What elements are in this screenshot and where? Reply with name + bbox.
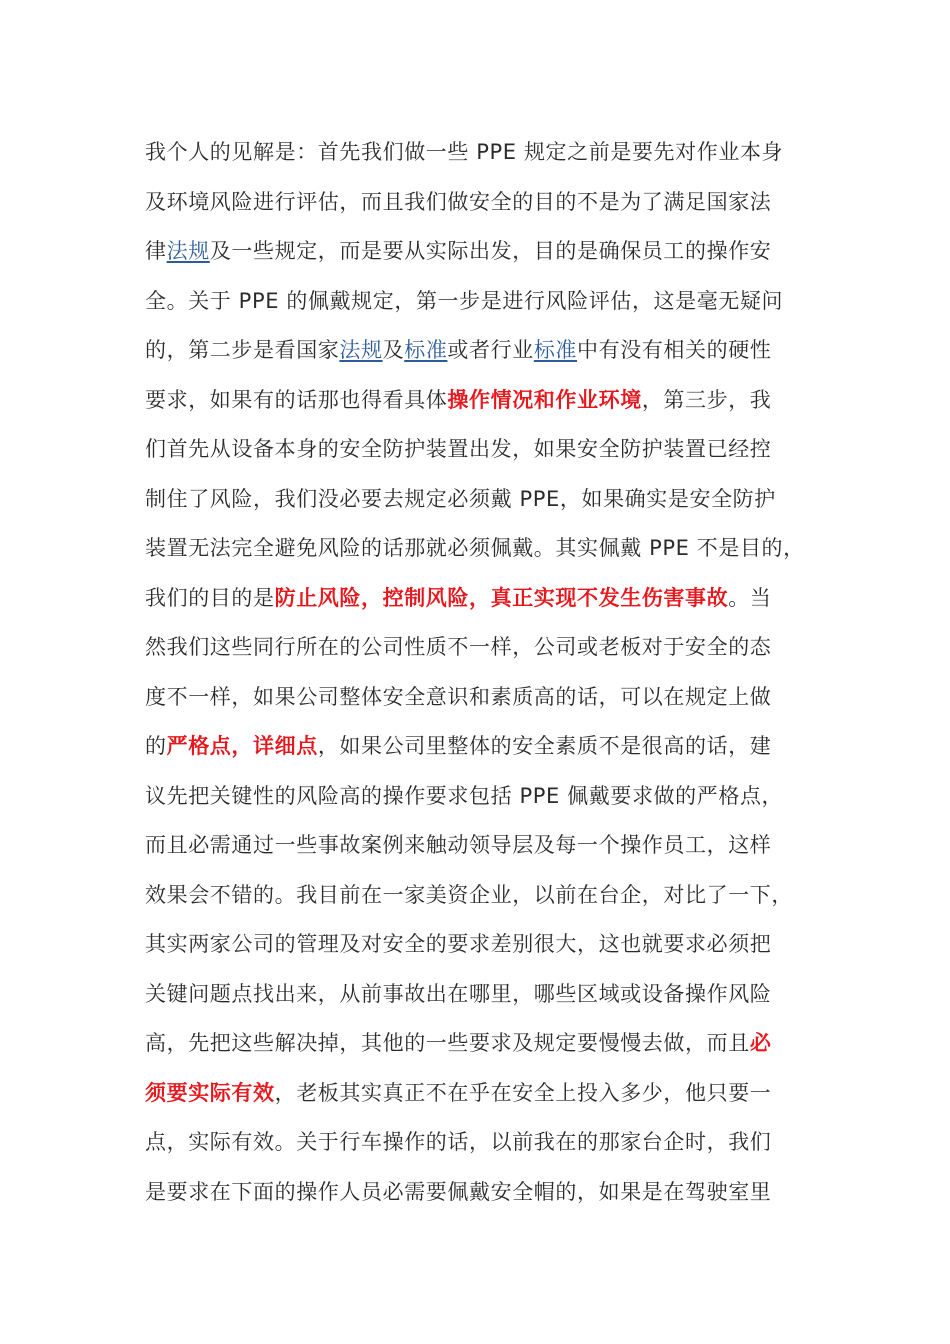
text-run: 及一些规定，而是要从实际出发，目的是确保员工的操作安 — [209, 239, 772, 263]
text-line — [145, 227, 810, 277]
text-run: 议先把关键性的风险高的操作要求包括 PPE 佩戴要求做的严格点， — [145, 783, 784, 808]
text-run: 及环境风险进行评估，而且我们做安全的目的不是为了满足国家法 — [145, 189, 772, 214]
text-run: 或者行业 — [447, 338, 534, 362]
text-run: 及 — [382, 338, 405, 362]
text-run: 。当 — [728, 585, 772, 610]
text-run: ，如果公司里整体的安全素质不是很高的话，建 — [317, 734, 772, 758]
highlighted-text: 须要实际有效 — [145, 1080, 275, 1105]
text-run: 其实两家公司的管理及对安全的要求差别很大，这也就要求必须把 — [145, 932, 772, 956]
highlighted-text: 操作情况和作业环境 — [447, 387, 642, 412]
text-run: 全。关于 PPE 的佩戴规定，第一步是进行风险评估，这是毫无疑问 — [145, 288, 784, 313]
highlighted-text: 防止风险，控制风险，真正实现不发生伤害事故 — [274, 585, 729, 610]
text-line — [145, 128, 810, 178]
hyperlink[interactable]: 法规 — [339, 338, 383, 362]
text-run: ，老板其实真正不在乎在安全上投入多少，他只要一 — [274, 1080, 772, 1105]
text-line — [145, 920, 810, 970]
text-line — [145, 277, 810, 327]
text-run: 是要求在下面的操作人员必需要佩戴安全帽的，如果是在驾驶室里 — [145, 1179, 772, 1204]
text-run: 点，实际有效。关于行车操作的话，以前我在的那家台企时，我们 — [145, 1130, 772, 1154]
text-line — [145, 821, 810, 871]
text-line — [145, 326, 810, 376]
text-line — [145, 1069, 810, 1119]
highlighted-text: 严格点，详细点 — [166, 734, 318, 758]
text-line — [145, 673, 810, 723]
text-run: ，第三步，我 — [641, 387, 772, 412]
text-line — [145, 1019, 810, 1069]
text-run: 然我们这些同行所在的公司性质不一样，公司或老板对于安全的态 — [145, 635, 772, 659]
body-paragraph — [145, 128, 810, 1217]
text-line — [145, 376, 810, 426]
text-line — [145, 1118, 810, 1168]
text-line — [145, 178, 810, 228]
text-line — [145, 1168, 810, 1218]
text-line — [145, 871, 810, 921]
hyperlink[interactable]: 法规 — [166, 239, 210, 263]
text-run: 效果会不错的。我目前在一家美资企业，以前在台企，对比了一下， — [145, 882, 793, 907]
highlighted-text: 必 — [749, 1031, 772, 1055]
text-run: 装置无法完全避免风险的话那就必须佩戴。其实佩戴 PPE 不是目的， — [145, 536, 805, 560]
text-line — [145, 524, 810, 574]
text-line — [145, 574, 810, 624]
text-line — [145, 722, 810, 772]
text-run: 关键问题点找出来，从前事故出在哪里，哪些区域或设备操作风险 — [145, 981, 772, 1006]
text-run: 高，先把这些解决掉，其他的一些要求及规定要慢慢去做，而且 — [145, 1031, 750, 1055]
hyperlink[interactable]: 标准 — [533, 338, 578, 362]
text-run: 的 — [145, 734, 167, 758]
text-run: 的，第二步是看国家 — [145, 338, 340, 362]
text-run: 们首先从设备本身的安全防护装置出发，如果安全防护装置已经控 — [145, 437, 772, 461]
text-run: 要求，如果有的话那也得看具体 — [145, 387, 448, 412]
text-run: 我个人的见解是：首先我们做一些 PPE 规定之前是要先对作业本身 — [145, 140, 784, 164]
hyperlink[interactable]: 标准 — [404, 338, 448, 362]
text-run: 制住了风险，我们没必要去规定必须戴 PPE，如果确实是安全防护 — [145, 486, 776, 511]
text-line — [145, 623, 810, 673]
text-run: 度不一样，如果公司整体安全意识和素质高的话，可以在规定上做 — [145, 684, 772, 709]
text-line — [145, 425, 810, 475]
text-line — [145, 772, 810, 822]
text-run: 中有没有相关的硬性 — [577, 338, 772, 362]
text-line — [145, 970, 810, 1020]
text-run: 我们的目的是 — [145, 585, 275, 610]
text-line — [145, 475, 810, 525]
text-run: 而且必需通过一些事故案例来触动领导层及每一个操作员工，这样 — [145, 833, 772, 857]
text-run: 律 — [145, 239, 167, 263]
